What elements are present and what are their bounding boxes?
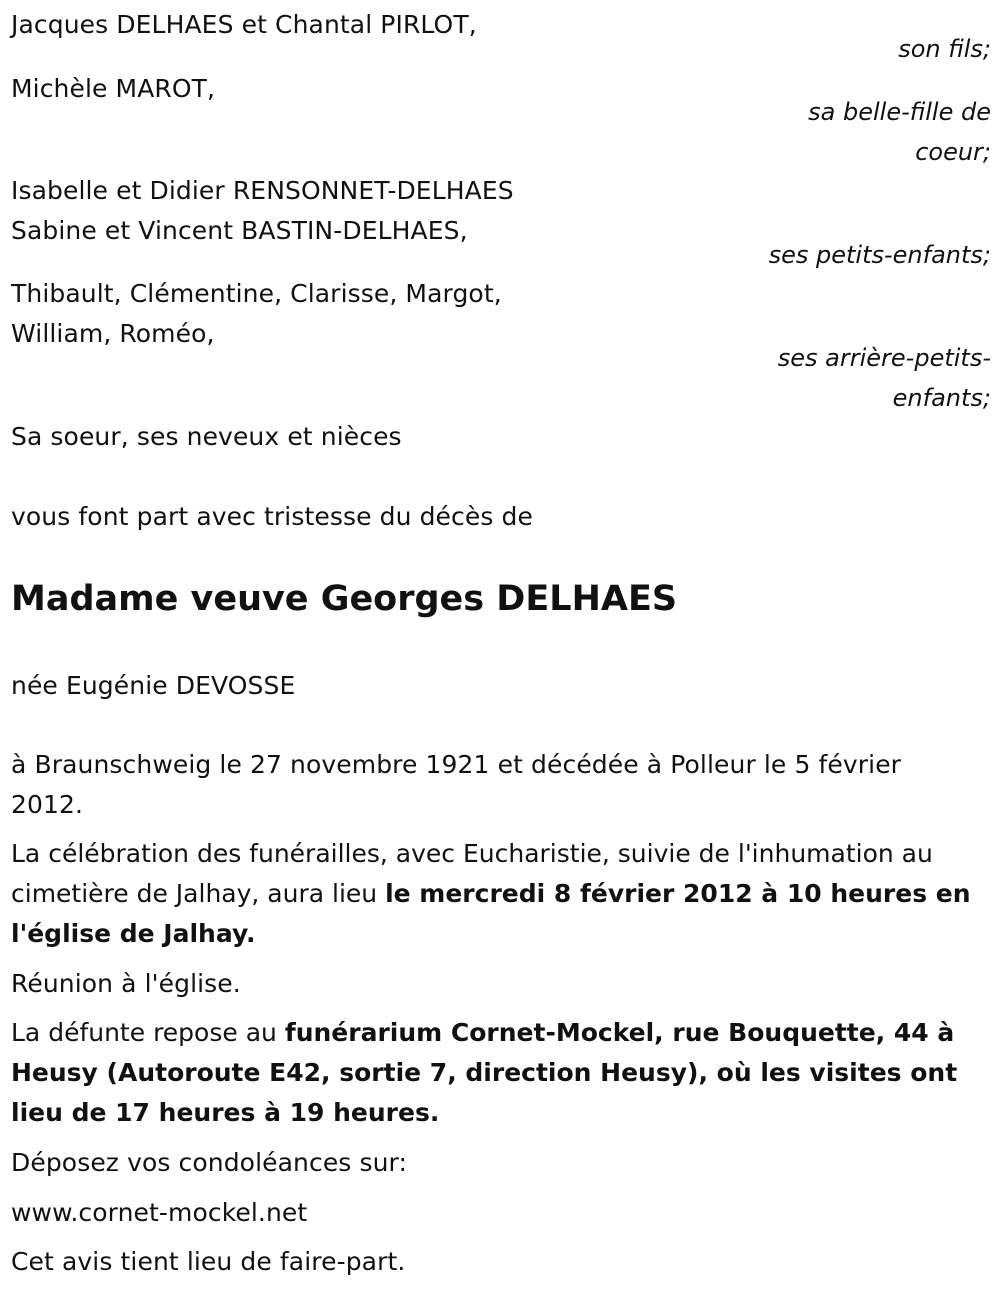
- birth-name: née Eugénie DEVOSSE: [11, 671, 296, 700]
- great-grandchildren-line-1: Thibault, Clémentine, Clarisse, Margot,: [11, 279, 502, 308]
- meeting-line: Réunion à l'église.: [11, 969, 241, 998]
- condolences-website: www.cornet-mockel.net: [11, 1198, 308, 1227]
- grandchildren-line-2: Sabine et Vincent BASTIN-DELHAES,: [11, 216, 468, 245]
- siblings-line: Sa soeur, ses neveux et nièces: [11, 422, 402, 451]
- great-grandchildren-line-2: William, Roméo,: [11, 319, 215, 348]
- great-grandchildren-role-line-2: enfants;: [892, 384, 991, 412]
- birth-death-line-2: 2012.: [11, 790, 84, 819]
- grandchildren-line-1: Isabelle et Didier RENSONNET-DELHAES: [11, 176, 514, 205]
- rest-text: La défunte repose au: [11, 1018, 285, 1047]
- son-names: Jacques DELHAES et Chantal PIRLOT,: [11, 10, 477, 39]
- daughter-in-law-role-line-2: coeur;: [915, 138, 991, 166]
- deceased-name: Madame veuve Georges DELHAES: [11, 579, 678, 619]
- rest-location: funérarium Cornet-Mockel, rue Bouquette, 44 à Heusy (Autoroute E42, sortie 7, direction Heusy), où les visites ont lieu de 17 heures à 19 heures.: [11, 1018, 958, 1127]
- faire-part-notice: Cet avis tient lieu de faire-part.: [11, 1247, 406, 1276]
- grandchildren-role: ses petits-enfants;: [768, 241, 991, 269]
- funeral-celebration-date-place: le mercredi 8 février 2012 à 10 heures en l'église de Jalhay.: [11, 879, 971, 948]
- daughter-in-law-role-line-1: sa belle-fille de: [808, 98, 991, 126]
- announcement-intro: vous font part avec tristesse du décès de: [11, 502, 533, 531]
- funeral-celebration-paragraph: [11, 834, 986, 954]
- birth-death-line-1: à Braunschweig le 27 novembre 1921 et décédée à Polleur le 5 février: [11, 750, 902, 779]
- son-role: son fils;: [898, 35, 991, 63]
- condolences-label: Déposez vos condoléances sur:: [11, 1148, 408, 1177]
- funeral-celebration-text: La célébration des funérailles, avec Eucharistie, suivie de l'inhumation au cimetière de Jalhay, aura lieu: [11, 839, 933, 908]
- rest-paragraph: [11, 1013, 986, 1133]
- daughter-in-law-names: Michèle MAROT,: [11, 74, 216, 103]
- great-grandchildren-role-line-1: ses arrière-petits-: [777, 344, 991, 372]
